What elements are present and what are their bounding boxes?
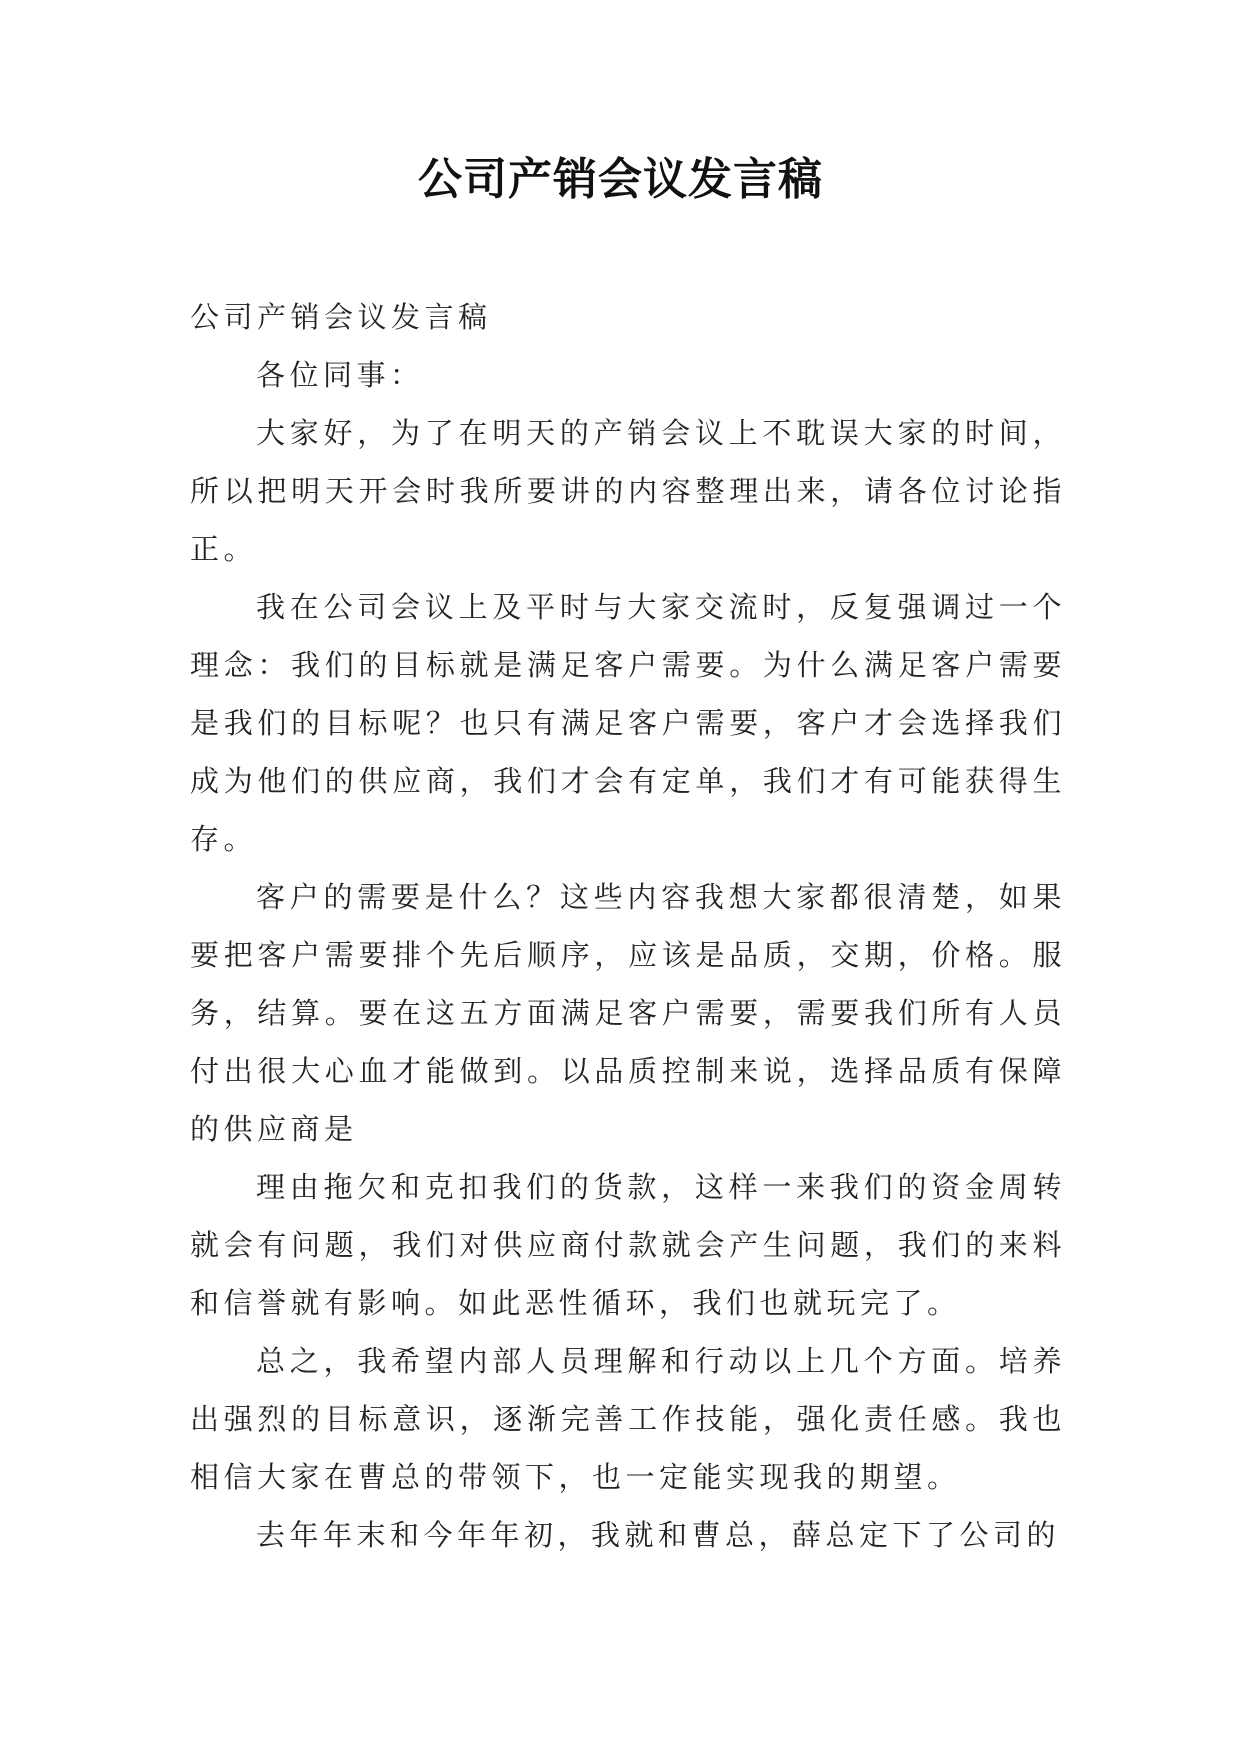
document-body <box>190 288 1066 1564</box>
paragraph-year-plan: 去年年末和今年年初，我就和曹总，薛总定下了公司的 <box>256 1518 1061 1552</box>
paragraph-customer-needs: 客户的需要是什么？这些内容我想大家都很清楚，如果要把客户需要排个先后顺序，应该是品质，交期，价格。服务，结算。要在这五方面满足客户需要，需要我们所有人员付出很大心血才能做到。以品质控制来说，选择品质有保障的供应商是 <box>190 880 1066 1146</box>
paragraph-summary: 总之，我希望内部人员理解和行动以上几个方面。培养出强烈的目标意识，逐渐完善工作技能，强化责任感。我也相信大家在曹总的带领下，也一定能实现我的期望。 <box>190 1344 1066 1494</box>
body-heading: 公司产销会议发言稿 <box>190 300 492 334</box>
paragraph-customer-goal: 我在公司会议上及平时与大家交流时，反复强调过一个理念：我们的目标就是满足客户需要。为什么满足客户需要是我们的目标呢？也只有满足客户需要，客户才会选择我们成为他们的供应商，我们才会有定单，我们才有可能获得生存。 <box>190 590 1066 856</box>
paragraph-payment-issues: 理由拖欠和克扣我们的货款，这样一来我们的资金周转就会有问题，我们对供应商付款就会产生问题，我们的来料和信誉就有影响。如此恶性循环，我们也就玩完了。 <box>190 1170 1066 1320</box>
paragraph-greeting: 大家好，为了在明天的产销会议上不耽误大家的时间，所以把明天开会时我所要讲的内容整理出来，请各位讨论指正。 <box>190 416 1066 566</box>
document-title: 公司产销会议发言稿 <box>418 154 823 205</box>
salutation: 各位同事： <box>256 358 424 392</box>
